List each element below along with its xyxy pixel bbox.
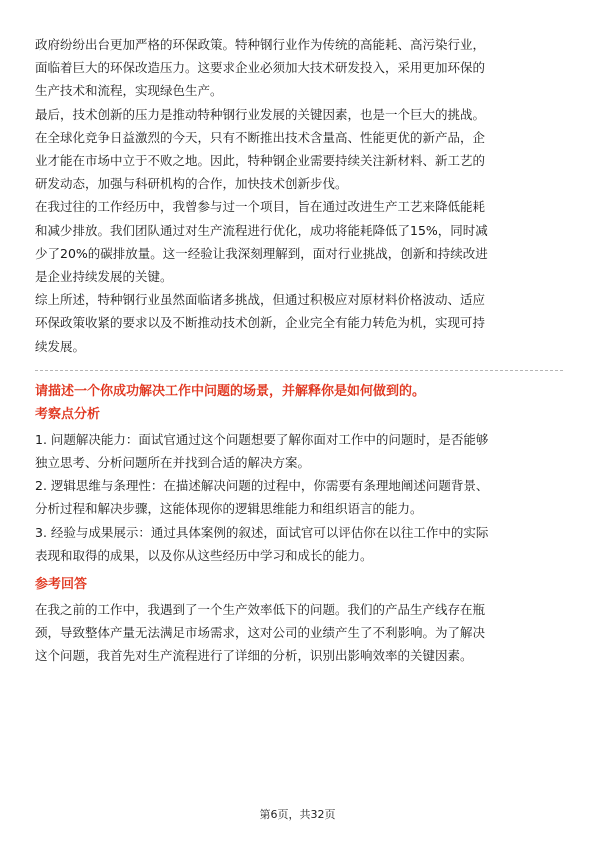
- text-line: 政府纷纷出台更加严格的环保政策。特种钢行业作为传统的高能耗、高污染行业，: [35, 37, 486, 52]
- text-line: 最后，技术创新的压力是推动特种钢行业发展的关键因素，也是一个巨大的挑战。: [35, 106, 486, 122]
- text-line: 在我之前的工作中，我遇到了一个生产效率低下的问题。我们的产品生产线存在瓶: [35, 602, 486, 618]
- answer-paragraph: [35, 598, 563, 668]
- interview-question: 请描述一个你成功解决工作中问题的场景，并解释你是如何做到的。: [35, 383, 426, 399]
- text-line: 环保政策收紧的要求以及不断推动技术创新，企业完全有能力转危为机，实现可持: [35, 315, 486, 331]
- text-line: 1. 问题解决能力：面试官通过这个问题想要了解你面对工作中的问题时，是否能够: [35, 431, 489, 447]
- text-line: 独立思考、分析问题所在并找到合适的解决方案。: [35, 455, 311, 471]
- text-line: 研发动态，加强与科研机构的合作，加快技术创新步伐。: [35, 176, 348, 192]
- text-line: 面临着巨大的环保改造压力。这要求企业必须加大技术研发投入，采用更加环保的: [35, 60, 486, 76]
- text-line: 在我过往的工作经历中，我曾参与过一个项目，旨在通过改进生产工艺来降低能耗: [35, 199, 486, 215]
- text-line: 续发展。: [35, 338, 86, 354]
- text-line: 3. 经验与成果展示：通过具体案例的叙述，面试官可以评估你在以往工作中的实际: [35, 524, 489, 540]
- section-divider: [35, 370, 563, 371]
- analysis-item-3: [35, 521, 563, 567]
- text-line: 分析过程和解决步骤，这能体现你的逻辑思维能力和组织语言的能力。: [35, 501, 423, 517]
- text-line: 是企业持续发展的关键。: [35, 269, 173, 285]
- text-line: 这个问题，我首先对生产流程进行了详细的分析，识别出影响效率的关键因素。: [35, 648, 473, 664]
- text-line: 综上所述，特种钢行业虽然面临诸多挑战，但通过积极应对原材料价格波动、适应: [35, 292, 486, 308]
- analysis-heading: 考察点分析: [35, 406, 101, 422]
- text-line: 生产技术和流程，实现绿色生产。: [35, 83, 223, 99]
- intro-paragraph-1: [35, 33, 563, 103]
- text-line: 和减少排放。我们团队通过对生产流程进行优化，成功将能耗降低了15%，同时减: [35, 222, 488, 238]
- analysis-item-1: [35, 428, 563, 474]
- page-number: 第6页，共32页: [259, 808, 336, 821]
- analysis-item-2: [35, 474, 563, 520]
- answer-heading: 参考回答: [35, 577, 88, 593]
- text-line: 表现和取得的成果，以及你从这些经历中学习和成长的能力。: [35, 547, 373, 563]
- intro-paragraph-4: [35, 288, 563, 358]
- page-content: [35, 33, 563, 668]
- text-line: 业才能在市场中立于不败之地。因此，特种钢企业需要持续关注新材料、新工艺的: [35, 153, 486, 169]
- intro-paragraph-3: [35, 195, 563, 288]
- text-line: 在全球化竞争日益激烈的今天，只有不断推出技术含量高、性能更优的新产品，企: [35, 129, 486, 145]
- text-line: 少了20%的碳排放量。这一经验让我深刻理解到，面对行业挑战，创新和持续改进: [35, 245, 488, 261]
- intro-paragraph-2: [35, 103, 563, 196]
- text-line: 颈，导致整体产量无法满足市场需求，这对公司的业绩产生了不利影响。为了解决: [35, 625, 486, 641]
- text-line: 2. 逻辑思维与条理性：在描述解决问题的过程中，你需要有条理地阐述问题背景、: [35, 478, 489, 494]
